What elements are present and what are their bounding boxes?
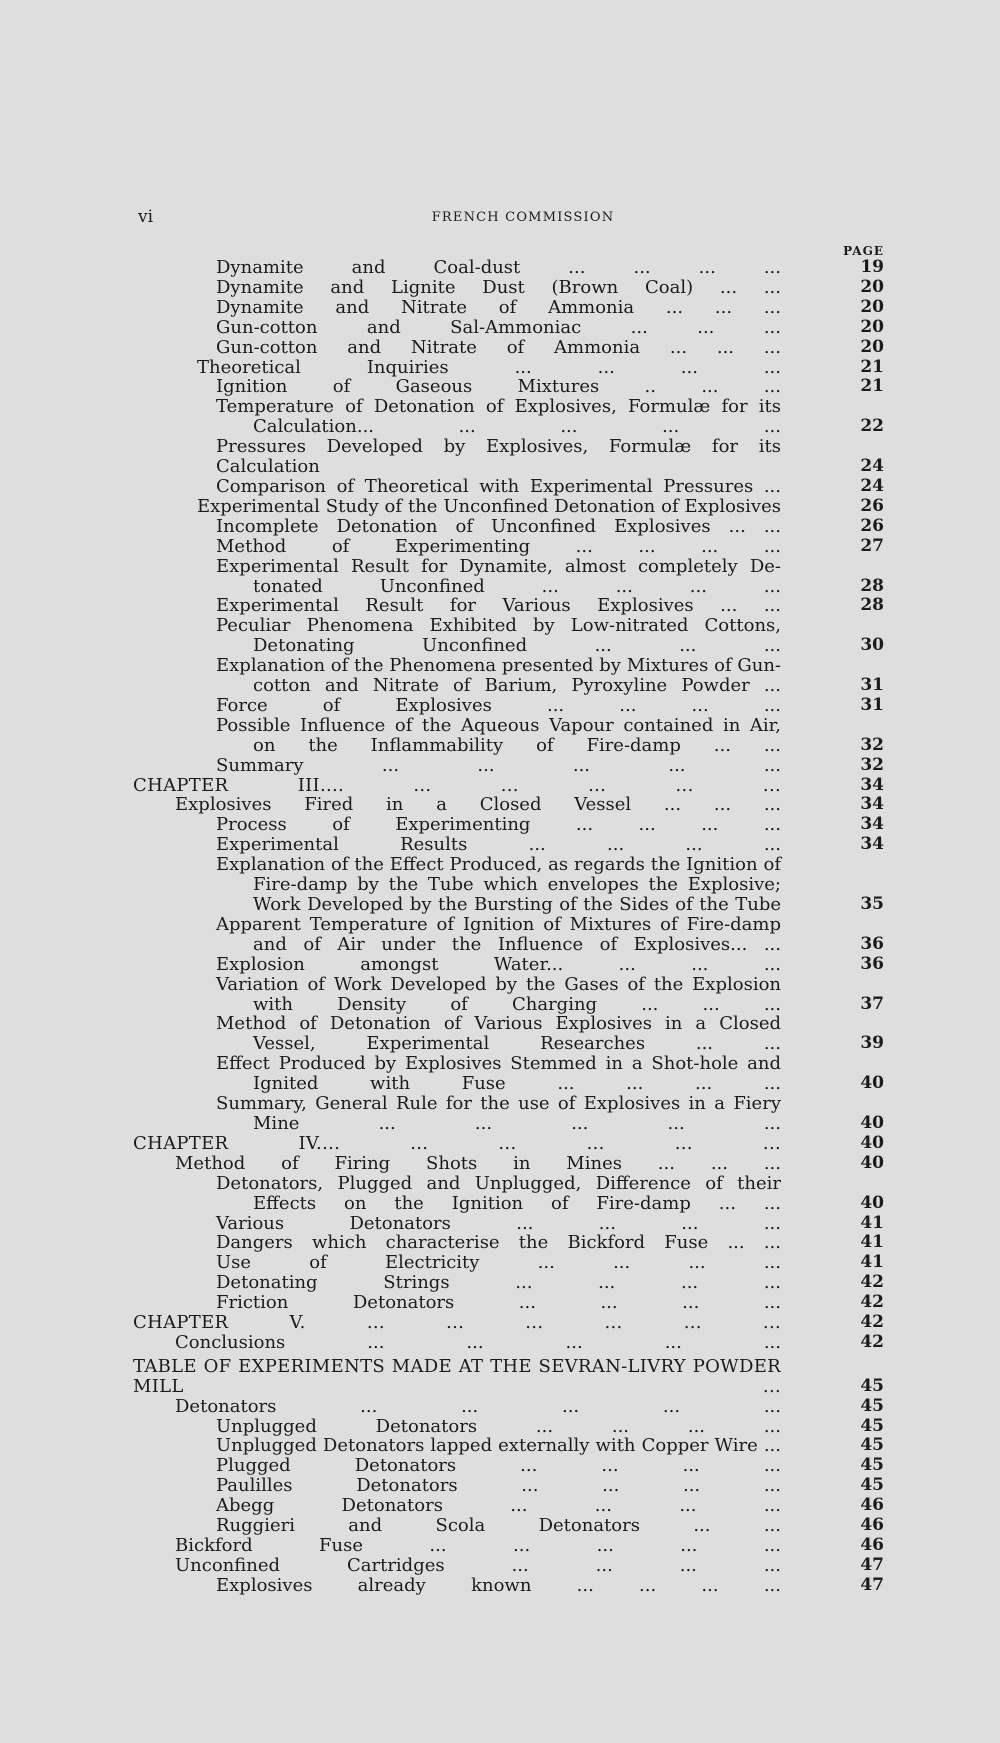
toc-entry-page: 30: [860, 635, 884, 656]
toc-entry-page: 31: [860, 694, 884, 715]
toc-entry-title: Method of Experimenting ... ... ... ...: [216, 535, 781, 557]
toc-entry: [0, 537, 1000, 557]
toc-entry-title: Ignited with Fuse ... ... ... ...: [253, 1073, 781, 1095]
toc-entry-page: 21: [860, 356, 884, 377]
toc-entry-page: 42: [860, 1292, 884, 1313]
toc-entry-page: 20: [860, 316, 884, 337]
toc-entry-title: Vessel, Experimental Researches ... ...: [253, 1033, 781, 1055]
toc-entry: [0, 437, 1000, 477]
toc-entry-title: Ruggieri and Scola Detonators ... ...: [216, 1515, 781, 1537]
toc-entry-title: Experimental Results ... ... ... ...: [216, 834, 781, 856]
toc-entry-page: 45: [860, 1415, 884, 1436]
toc-entry-title: Dynamite and Nitrate of Ammonia ... ... ...: [216, 296, 781, 318]
toc-entry: [0, 1496, 1000, 1516]
page-column-label: PAGE: [843, 244, 884, 258]
toc-entry-title: Experimental Result for Dynamite, almost completely De-: [216, 555, 781, 577]
toc-entry: [0, 1576, 1000, 1596]
toc-entry: [0, 1397, 1000, 1417]
toc-entry-page: 34: [860, 814, 884, 835]
toc-entry: [0, 1034, 1000, 1054]
toc-entry: [0, 1293, 1000, 1313]
toc-entry-title: Explosion amongst Water... ... ... ...: [216, 953, 781, 975]
toc-entry: [0, 1074, 1000, 1094]
toc-entry: [0, 477, 1000, 497]
toc-entry-title: Gun-cotton and Nitrate of Ammonia ... ... ...: [216, 336, 781, 358]
toc-entry-page: 32: [860, 754, 884, 775]
toc-entry: [0, 1536, 1000, 1556]
toc-entry-page: 40: [860, 1132, 884, 1153]
toc-entry-page: 26: [860, 495, 884, 516]
toc-entry: [0, 696, 1000, 716]
toc-entry-title: Detonating Unconfined ... ... ...: [253, 635, 781, 657]
toc-entry-page: 45: [860, 1435, 884, 1456]
toc-entry-title: Summary ... ... ... ... ...: [216, 754, 781, 776]
toc-entry: [0, 935, 1000, 955]
toc-entry-title: Fire-damp by the Tube which envelopes the Explosive;: [253, 874, 781, 896]
toc-entry-title: Peculiar Phenomena Exhibited by Low-nitrated Cottons,: [216, 615, 781, 637]
toc-entry-page: 45: [860, 1375, 884, 1396]
toc-entry-page: 20: [860, 276, 884, 297]
toc-entry-title: Theoretical Inquiries ... ... ... ...: [197, 356, 781, 378]
toc-entry-page: 34: [860, 794, 884, 815]
toc-entry-page: 24: [860, 475, 884, 496]
toc-entry-title: with Density of Charging ... ... ...: [253, 993, 781, 1015]
toc-entry-title: Bickford Fuse ... ... ... ... ...: [175, 1535, 781, 1556]
toc-entry-title: Method of Detonation of Various Explosives in a Closed: [216, 1013, 781, 1035]
toc-entry: [0, 1214, 1000, 1234]
toc-entry-page: 41: [860, 1232, 884, 1253]
toc-entry-page: 26: [860, 515, 884, 536]
toc-entry: [0, 795, 1000, 815]
toc-entry: [0, 616, 1000, 636]
toc-entry: [0, 1014, 1000, 1034]
toc-entry-page: 19: [860, 257, 884, 277]
toc-entry-title: Ignition of Gaseous Mixtures .. ... ...: [216, 376, 781, 398]
toc-entry-page: 47: [860, 1554, 884, 1575]
toc-entry: [0, 875, 1000, 895]
toc-entry: [0, 855, 1000, 875]
toc-entry: [0, 1273, 1000, 1293]
toc-entry-page: 45: [860, 1455, 884, 1476]
toc-entry-title: Detonators, Plugged and Unplugged, Difference of their: [216, 1172, 781, 1194]
toc-entry-title: Detonating Strings ... ... ... ...: [216, 1272, 781, 1294]
toc-entry-page: 36: [860, 933, 884, 954]
toc-entry-title: Detonators ... ... ... ... ...: [175, 1395, 781, 1417]
toc-entry-page: 47: [860, 1574, 884, 1595]
toc-entry-page: 39: [860, 1033, 884, 1054]
toc-entry-page: 27: [860, 535, 884, 556]
toc-entry-page: 21: [860, 376, 884, 397]
toc-entry-title: Explanation of the Effect Produced, as regards the Ignition of: [216, 854, 781, 876]
toc-entry: [0, 417, 1000, 437]
running-title: FRENCH COMMISSION: [431, 210, 615, 225]
toc-entry-title: Unplugged Detonators ... ... ... ...: [216, 1415, 781, 1437]
toc-entry: [0, 517, 1000, 537]
toc-entry-title: Various Detonators ... ... ... ...: [216, 1212, 781, 1234]
toc-entry: [0, 656, 1000, 676]
toc-entry: [0, 1313, 1000, 1333]
toc-entry: [0, 1054, 1000, 1074]
toc-entry-title: Explanation of the Phenomena presented by Mixtures of Gun-: [216, 655, 781, 677]
toc-entry: [0, 1357, 1000, 1397]
toc-entry-title: Temperature of Detonation of Explosives, Formulæ for its: [216, 396, 781, 418]
toc-entry-title: Process of Experimenting ... ... ... ...: [216, 814, 781, 836]
toc-entry: [0, 298, 1000, 318]
toc-entry-title: Method of Firing Shots in Mines ... ... ...: [175, 1152, 781, 1174]
toc-entry-title: Use of Electricity ... ... ... ...: [216, 1252, 781, 1274]
toc-entry-page: 32: [860, 734, 884, 755]
toc-entry-title: Explosives Fired in a Closed Vessel ... ... ...: [175, 794, 781, 816]
toc-entry-page: 24: [860, 456, 884, 477]
toc-entry-title: Dynamite and Coal-dust ... ... ... ...: [216, 257, 781, 278]
toc-entry-page: 42: [860, 1312, 884, 1333]
toc-entry-title: Experimental Result for Various Explosives ... ...: [216, 595, 781, 617]
toc-entry: [0, 835, 1000, 855]
toc-entry-page: 20: [860, 296, 884, 317]
toc-entry-page: 45: [860, 1395, 884, 1416]
toc-entry-title: Force of Explosives ... ... ... ...: [216, 694, 781, 716]
toc-entry-page: 20: [860, 336, 884, 357]
toc-entry: [0, 1253, 1000, 1273]
folio-number: vi: [138, 207, 154, 227]
toc-entry: [0, 377, 1000, 397]
toc-entry: [0, 596, 1000, 616]
toc-entry-title: Conclusions ... ... ... ... ...: [175, 1331, 781, 1353]
toc-entry-title: Paulilles Detonators ... ... ... ...: [216, 1475, 781, 1497]
toc-entry: [0, 915, 1000, 935]
toc-entry-title: CHAPTER IV.... ... ... ... ... ...: [133, 1132, 781, 1154]
toc-entry-title: Abegg Detonators ... ... ... ...: [216, 1495, 781, 1517]
toc-entry-title: Explosives already known ... ... ... ...: [216, 1574, 781, 1596]
toc-entry-page: 37: [860, 993, 884, 1014]
toc-entry-title: Effects on the Ignition of Fire-damp ... ...: [253, 1192, 781, 1214]
toc-entry: [0, 1476, 1000, 1496]
toc-entry-page: 35: [860, 894, 884, 914]
toc-entry-page: 46: [860, 1535, 884, 1555]
toc-entry-title: Dynamite and Lignite Dust (Brown Coal) ... ...: [216, 276, 781, 298]
toc-entry-page: 40: [860, 1152, 884, 1173]
toc-entry: [0, 636, 1000, 656]
toc-entry-title: Gun-cotton and Sal-Ammoniac ... ... ...: [216, 316, 781, 338]
toc-entry: [0, 397, 1000, 417]
toc-entry-page: 41: [860, 1252, 884, 1273]
toc-entry: [0, 1094, 1000, 1114]
toc-entry-title: Experimental Study of the Unconfined Detonation of Explosives: [197, 495, 781, 517]
toc-entry-title: Summary, General Rule for the use of Explosives in a Fiery: [216, 1093, 781, 1115]
toc-entry-title: tonated Unconfined ... ... ... ...: [253, 575, 781, 597]
toc-entry-title: Pressures Developed by Explosives, Formulæ for its Calculation: [216, 436, 781, 478]
toc-entry-page: 41: [860, 1212, 884, 1233]
toc-entry: [0, 1114, 1000, 1134]
toc-entry-page: 40: [860, 1112, 884, 1133]
toc-entry-title: Unconfined Cartridges ... ... ... ...: [175, 1554, 781, 1576]
toc-entry: [0, 1436, 1000, 1456]
toc-entry-page: 34: [860, 834, 884, 855]
toc-entry-title: Comparison of Theoretical with Experimental Pressures ...: [216, 475, 781, 497]
toc-entry: [0, 895, 1000, 915]
toc-entry-page: 36: [860, 953, 884, 974]
toc-entry: [0, 1154, 1000, 1174]
toc-entry-title: and of Air under the Influence of Explosives... ...: [253, 933, 781, 955]
toc-entry-page: 46: [860, 1495, 884, 1516]
toc-entry: [0, 557, 1000, 577]
toc-entry-page: 46: [860, 1515, 884, 1536]
toc-entry: [0, 1516, 1000, 1536]
toc-entry-title: Incomplete Detonation of Unconfined Explosives ... ...: [216, 515, 781, 537]
toc-entry-title: on the Inflammability of Fire-damp ... ...: [253, 734, 781, 756]
toc-entry: [0, 1134, 1000, 1154]
toc-entry: [0, 736, 1000, 756]
toc-entry-title: Mine ... ... ... ... ...: [253, 1112, 781, 1134]
toc-entry-title: TABLE OF EXPERIMENTS MADE AT THE SEVRAN-LIVRY POWDER MILL ...: [133, 1355, 781, 1397]
toc-entry: [0, 995, 1000, 1015]
toc-entry-title: Unplugged Detonators lapped externally with Copper Wire ...: [216, 1435, 781, 1457]
toc-entry: [0, 676, 1000, 696]
toc-entry: [0, 815, 1000, 835]
toc-entry: [0, 497, 1000, 517]
toc-entry: [0, 955, 1000, 975]
toc-entry-title: Calculation... ... ... ... ...: [253, 416, 781, 438]
toc-entry-title: Effect Produced by Explosives Stemmed in a Shot-hole and: [216, 1053, 781, 1075]
toc-entry: [0, 1194, 1000, 1214]
toc-entry-title: Possible Influence of the Aqueous Vapour contained in Air,: [216, 714, 781, 736]
toc-entry-page: 40: [860, 1192, 884, 1213]
toc-entry: [0, 975, 1000, 995]
toc-entry-page: 40: [860, 1073, 884, 1094]
toc-entry: [0, 358, 1000, 378]
toc-entry-title: Dangers which characterise the Bickford Fuse ... ...: [216, 1232, 781, 1254]
toc-entry: [0, 258, 1000, 278]
toc-entry: [0, 756, 1000, 776]
toc-entry-title: Plugged Detonators ... ... ... ...: [216, 1455, 781, 1477]
toc-entry: [0, 716, 1000, 736]
toc-entry-title: CHAPTER V. ... ... ... ... ... ...: [133, 1312, 781, 1334]
toc-entry-page: 31: [860, 675, 884, 696]
toc-entry: [0, 1174, 1000, 1194]
toc-entry-page: 45: [860, 1475, 884, 1496]
toc-entry-title: Apparent Temperature of Ignition of Mixtures of Fire-damp: [216, 913, 781, 935]
toc-entry: [0, 776, 1000, 796]
toc-entry-title: Variation of Work Developed by the Gases of the Explosion: [216, 973, 781, 995]
toc-entry-title: CHAPTER III.... ... ... ... ... ...: [133, 774, 781, 796]
toc-entry: [0, 1556, 1000, 1576]
page-header: [138, 207, 908, 233]
toc-entry-page: 28: [860, 595, 884, 616]
toc-entry: [0, 577, 1000, 597]
table-of-contents: [0, 258, 1000, 1596]
toc-entry-page: 42: [860, 1272, 884, 1293]
toc-entry: [0, 318, 1000, 338]
toc-entry: [0, 1417, 1000, 1437]
toc-entry: [0, 278, 1000, 298]
toc-entry: [0, 1456, 1000, 1476]
toc-entry-title: Work Developed by the Bursting of the Sides of the Tube: [253, 894, 781, 915]
toc-entry-page: 34: [860, 774, 884, 795]
toc-entry-title: cotton and Nitrate of Barium, Pyroxyline Powder ...: [253, 675, 781, 697]
toc-entry-title: Friction Detonators ... ... ... ...: [216, 1292, 781, 1314]
toc-entry: [0, 1233, 1000, 1253]
toc-entry-page: 42: [860, 1331, 884, 1352]
toc-entry: [0, 338, 1000, 358]
toc-entry-page: 28: [860, 575, 884, 596]
toc-entry-page: 22: [860, 416, 884, 437]
toc-entry: [0, 1333, 1000, 1353]
